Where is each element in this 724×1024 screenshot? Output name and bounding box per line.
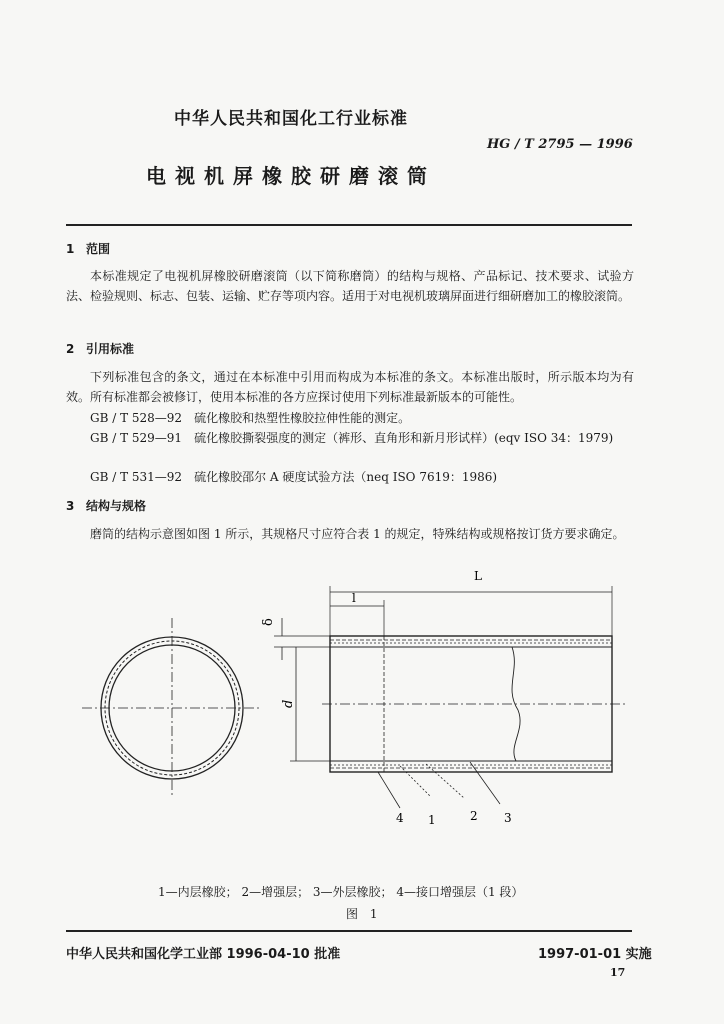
implementation-date: 1997-01-01 实施 [538,947,652,962]
approval-note: 中华人民共和国化学工业部 1996-04-10 批准 [66,947,341,962]
dimension-label-L: L [474,569,482,583]
dimension-label-delta: δ [261,618,276,626]
section-title: 范围 [86,242,111,256]
end-view [82,618,262,798]
figure-number: 图 1 [346,907,382,921]
standard-code: HG / T 2795 — 1996 [487,137,633,152]
section-title: 结构与规格 [86,499,147,513]
section-3-heading [66,497,146,514]
figure-caption: 1—内层橡胶； 2—增强层； 3—外层橡胶； 4—接口增强层（1 段） [158,885,524,899]
callout-2: 2 [470,809,478,823]
section-number: 3 [66,499,75,513]
section-number: 1 [66,242,75,256]
side-view [274,586,626,808]
callout-4: 4 [396,811,404,825]
dimension-label-d: d [281,699,296,708]
reference-item [66,428,634,448]
section-1-paragraph: 本标准规定了电视机屏橡胶研磨滚筒（以下简称磨筒）的结构与规格、产品标记、技术要求、试验方法、检验规则、标志、包装、运输、贮存等项内容。适用于对电视机玻璃屏面进行细研磨加工的橡胶滚筒。 [66,269,634,303]
section-title: 引用标准 [86,342,135,356]
callout-3: 3 [504,811,512,825]
bottom-rule [66,930,632,932]
reference-code: GB / T 529—91 [90,431,183,445]
reference-text: 硫化橡胶和热塑性橡胶拉伸性能的测定。 [194,411,411,425]
reference-code: GB / T 531—92 [90,470,183,484]
dimension-label-l: l [352,591,356,605]
section-1-heading [66,240,110,257]
section-2-heading [66,340,134,357]
top-rule [66,224,632,226]
organization-header: 中华人民共和国化工行业标准 [174,109,408,129]
section-3-paragraph: 磨筒的结构示意图如图 1 所示，其规格尺寸应符合表 1 的规定，特殊结构或规格按订货方要求确定。 [90,527,625,541]
reference-text: 硫化橡胶撕裂强度的测定（裤形、直角形和新月形试样）(eqv ISO 34：1979) [194,431,614,445]
callout-1: 1 [428,813,436,827]
reference-item [66,408,634,428]
section-number: 2 [66,342,75,356]
reference-text: 硫化橡胶邵尔 A 硬度试验方法（neq ISO 7619：1986) [194,470,498,484]
figure-1-diagram [60,560,640,830]
page-number: 17 [610,966,626,979]
section-2-paragraph: 下列标准包含的条文，通过在本标准中引用而构成为本标准的条文。本标准出版时，所示版本均为有效。所有标准都会被修订，使用本标准的各方应探讨使用下列标准最新版本的可能性。 [66,370,634,404]
reference-code: GB / T 528—92 [90,411,183,425]
reference-item [66,467,634,487]
document-title: 电视机屏橡胶研磨滚筒 [146,164,436,188]
